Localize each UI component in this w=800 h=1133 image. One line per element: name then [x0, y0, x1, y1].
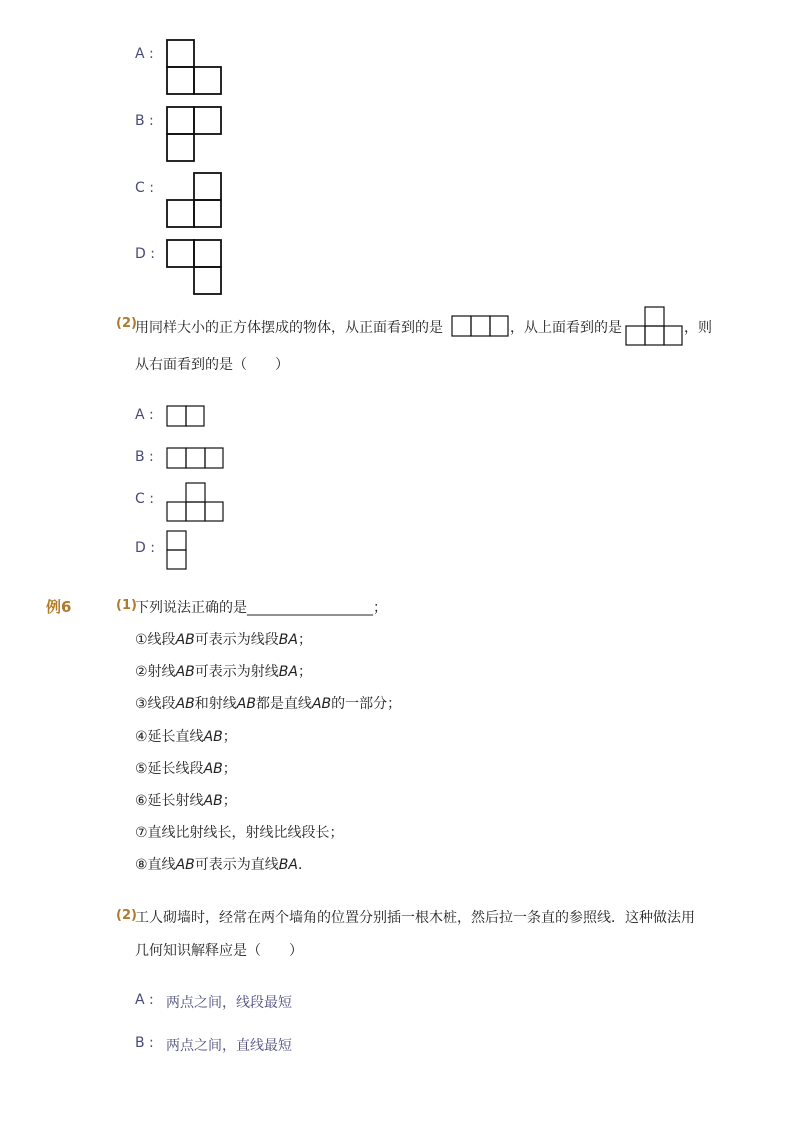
option-c-key: C : — [135, 180, 154, 196]
statement-text: ①线段 — [135, 632, 176, 648]
var-label: BA — [278, 632, 298, 648]
statement-6 — [135, 790, 237, 810]
q2-figure-a — [166, 405, 206, 427]
q2-option-a-key: A : — [135, 407, 154, 423]
q2-option-d-key: D : — [135, 540, 155, 556]
ex6-q2-number: (2) — [116, 908, 137, 923]
statement-text: ； — [297, 632, 312, 648]
ex6-q1-number: (1) — [116, 598, 137, 613]
ex6-option-a-key: A : — [135, 992, 154, 1008]
var-label: AB — [203, 761, 223, 777]
ex6-option-b-key: B : — [135, 1035, 154, 1051]
var-label: BA — [278, 664, 298, 680]
statement-text: ； — [297, 664, 312, 680]
var-label: AB — [175, 857, 195, 873]
var-label: AB — [203, 793, 223, 809]
statement-text: ⑧直线 — [135, 857, 176, 873]
ex6-option-a-text: 两点之间，线段最短 — [166, 995, 292, 1011]
statement-3 — [135, 693, 401, 713]
statement-4 — [135, 726, 237, 746]
q2-option-c-key: C : — [135, 491, 154, 507]
figure-b — [166, 106, 222, 162]
ex6-q1-end: ； — [373, 600, 387, 616]
ex6-q1-text: 下列说法正确的是 — [135, 600, 247, 616]
q2-option-b-key: B : — [135, 449, 154, 465]
var-label: AB — [175, 632, 195, 648]
statement-1 — [135, 629, 312, 649]
q2-figure-d — [166, 530, 188, 570]
statement-8 — [135, 854, 312, 874]
option-b-key: B : — [135, 113, 154, 129]
top-view-figure — [625, 306, 683, 346]
statement-text: ⑥延长射线 — [135, 793, 204, 809]
figure-c — [166, 172, 222, 228]
ex6-q2-line1: 工人砌墙时，经常在两个墙角的位置分别插一根木桩，然后拉一条直的参照线．这种做法用 — [135, 910, 695, 926]
statement-text: 的一部分； — [331, 696, 402, 712]
option-a-key: A : — [135, 46, 154, 62]
ex6-q2-line2: 几何知识解释应是（ ） — [135, 943, 303, 959]
statement-7 — [135, 822, 344, 842]
statement-text: 和射线 — [194, 696, 237, 712]
statement-text: 都是直线 — [255, 696, 312, 712]
q2-text-c: ，则 — [684, 320, 712, 336]
var-label: AB — [311, 696, 332, 712]
statement-text: ； — [222, 793, 237, 809]
var-label: AB — [236, 696, 256, 712]
front-view-figure — [451, 315, 509, 337]
statement-text: 可表示为直线 — [194, 857, 279, 873]
figure-d — [166, 239, 222, 295]
statement-2 — [135, 661, 312, 681]
statement-text: ③线段 — [135, 696, 176, 712]
q2-number: (2) — [116, 316, 137, 331]
q2-text-a: 用同样大小的正方体摆成的物体，从正面看到的是 — [135, 320, 443, 336]
var-label: AB — [203, 729, 223, 745]
statement-text: ⑦直线比射线长，射线比线段长； — [135, 825, 344, 841]
var-label: AB — [175, 664, 195, 680]
var-label: BA — [278, 857, 298, 873]
option-d-key: D : — [135, 246, 155, 262]
ex6-q1-blank: __________________ — [247, 600, 373, 616]
statement-text: ⑤延长线段 — [135, 761, 204, 777]
statement-5 — [135, 758, 237, 778]
example-label: 例6 — [46, 598, 72, 616]
q2-text-b: ，从上面看到的是 — [510, 320, 622, 336]
ex6-option-b-text: 两点之间，直线最短 — [166, 1038, 292, 1054]
figure-a — [166, 39, 222, 95]
q2-figure-b — [166, 447, 224, 469]
statement-text: ； — [222, 761, 237, 777]
statement-text: ． — [297, 857, 312, 873]
var-label: AB — [175, 696, 195, 712]
statement-text: ； — [222, 729, 237, 745]
statement-text: 可表示为射线 — [194, 664, 279, 680]
q2-line2: 从右面看到的是（ ） — [135, 357, 289, 373]
statement-text: 可表示为线段 — [194, 632, 279, 648]
statement-text: ②射线 — [135, 664, 176, 680]
q2-figure-c — [166, 482, 224, 522]
ex6-q1-stem — [135, 597, 387, 617]
statement-text: ④延长直线 — [135, 729, 204, 745]
